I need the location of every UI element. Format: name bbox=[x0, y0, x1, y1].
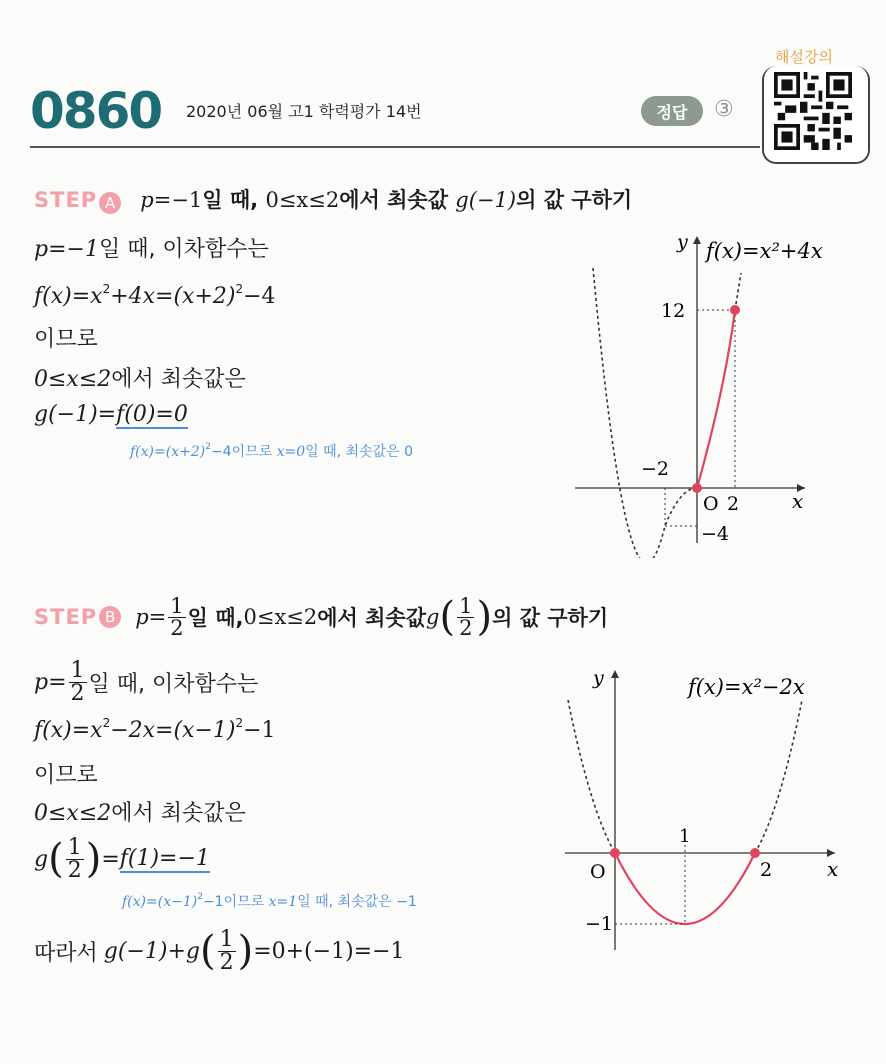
header-divider bbox=[30, 146, 760, 148]
step-b-note-e: 일 때, 최솟값은 −1 bbox=[297, 894, 417, 910]
step-b-l2-b: −2x=(x−1) bbox=[110, 718, 236, 743]
step-b-l1-text: 일 때, 이차함수는 bbox=[88, 672, 259, 697]
step-b-note-d: x=1 bbox=[268, 894, 298, 910]
graph-b-tick-neg1: −1 bbox=[585, 913, 614, 935]
graph-b-point-origin bbox=[610, 848, 620, 858]
step-b-final-line: 따라서 g(−1)+g ( $\frac{1}{2}$ ) =0+(−1)=−1 bbox=[34, 926, 405, 975]
step-a-line-2: $f(x)=x^2+4x=(x+2)^2-4$ bbox=[34, 282, 276, 309]
step-b-l2-c: −1 bbox=[243, 718, 276, 743]
step-b-title-frac-den: 2 bbox=[170, 615, 184, 640]
step-a-letter: A bbox=[99, 192, 121, 214]
step-b-l1-frac-den: 2 bbox=[70, 681, 85, 706]
step-b-badge: STEP bbox=[34, 605, 98, 629]
graph-b-curve-solid bbox=[615, 853, 755, 924]
graph-b-y-label: y bbox=[593, 667, 604, 689]
step-b-l1-frac-num: 1 bbox=[70, 658, 85, 683]
step-b-title-end: 의 값 구하기 bbox=[492, 606, 609, 630]
step-a-title-end: 의 값 구하기 bbox=[516, 188, 633, 212]
step-a-note: $f(x)=(x+2)^2-4$이므로 x=0일 때, 최솟값은 0 bbox=[130, 442, 414, 460]
step-a-title-range: 0≤x≤2 bbox=[265, 188, 340, 212]
step-a-note-a: f(x)=(x+2) bbox=[130, 444, 206, 460]
graph-a-point-max bbox=[730, 305, 740, 315]
step-a-l1-math: p=−1 bbox=[34, 237, 99, 262]
graph-b bbox=[560, 660, 860, 960]
step-b-title-post: 에서 최솟값 bbox=[317, 606, 427, 630]
step-b-l5-g: g bbox=[34, 846, 49, 872]
step-a-l5-a: g(−1)= bbox=[34, 402, 117, 427]
step-a-l1-text: 일 때, 이차함수는 bbox=[98, 237, 269, 262]
graph-a-x-label: x bbox=[792, 489, 804, 513]
step-a-title-p: p bbox=[140, 188, 154, 212]
graph-a-y-label: y bbox=[677, 231, 688, 253]
step-b-l5-eq: = bbox=[101, 846, 120, 872]
answer-badge: 정답 bbox=[641, 96, 703, 126]
step-a-note-b: −4 bbox=[210, 444, 232, 460]
step-a-l4-text: 에서 최솟값은 bbox=[111, 367, 246, 392]
step-b-l4-math: 0≤x≤2 bbox=[34, 801, 112, 826]
step-a-title-g: g(−1) bbox=[455, 188, 517, 212]
step-a-line-3: 이므로 bbox=[34, 327, 98, 352]
step-b-note-c: 이므로 bbox=[223, 894, 269, 910]
step-b-title-p: p bbox=[135, 605, 149, 629]
graph-b-x-label: x bbox=[827, 857, 839, 881]
graph-b-point-2 bbox=[750, 848, 760, 858]
step-a-line-1 bbox=[34, 232, 269, 263]
graph-a-curve-dashed-right bbox=[735, 273, 741, 310]
graph-a-tick-neg4: −4 bbox=[701, 523, 730, 545]
step-b-final-frac-num: 1 bbox=[219, 926, 234, 952]
graph-a bbox=[565, 228, 865, 558]
step-b-line-3: 이므로 bbox=[34, 763, 98, 788]
step-b-l1-math: p= bbox=[34, 670, 67, 695]
graph-b-x-arrow bbox=[827, 849, 835, 857]
step-b-l5-frac-num: 1 bbox=[67, 834, 82, 860]
graph-a-curve-solid bbox=[697, 310, 735, 488]
step-a-title-post: 에서 최솟값 bbox=[339, 188, 456, 212]
step-b-title-g-frac-den: 2 bbox=[459, 615, 473, 640]
step-a-l5-b: f(0)=0 bbox=[116, 402, 188, 427]
graph-b-y-arrow bbox=[611, 670, 619, 678]
graph-a-tick-neg2: −2 bbox=[641, 458, 670, 480]
step-a-l2-c: −4 bbox=[243, 284, 276, 309]
graph-a-tick-2: 2 bbox=[727, 493, 740, 515]
step-a-note-c: 이므로 bbox=[231, 444, 277, 460]
step-b-title-eq: = bbox=[148, 605, 167, 629]
graph-a-func-label: f(x)=x²+4x bbox=[706, 239, 823, 263]
step-a-l2-b: +4x=(x+2) bbox=[110, 284, 236, 309]
step-b-final-frac-den: 2 bbox=[219, 949, 234, 975]
answer-value: ③ bbox=[714, 97, 734, 122]
graph-b-curve-dashed-right bbox=[755, 700, 802, 853]
step-a-heading bbox=[34, 184, 632, 214]
graph-b-tick-2: 2 bbox=[760, 859, 773, 881]
step-b-title-frac-num: 1 bbox=[170, 593, 184, 618]
step-b-note-b: −1 bbox=[202, 894, 224, 910]
step-b-line-2: $f(x)=x^2-2x=(x-1)^2-1$ bbox=[34, 716, 276, 743]
step-a-note-e: 일 때, 최솟값은 0 bbox=[305, 444, 414, 460]
step-b-final-b: =0+(−1)=−1 bbox=[253, 938, 405, 964]
step-b-line-4 bbox=[34, 796, 246, 827]
graph-b-origin-label: O bbox=[590, 861, 606, 883]
step-b-l5-frac-den: 2 bbox=[67, 857, 82, 883]
problem-source: 2020년 06월 고1 학력평가 14번 bbox=[186, 102, 422, 121]
step-a-line-5 bbox=[34, 402, 188, 427]
step-a-l4-math: 0≤x≤2 bbox=[34, 367, 112, 392]
step-a-badge: STEP bbox=[34, 188, 98, 212]
qr-code-icon[interactable] bbox=[773, 72, 853, 150]
step-b-line-5: g ( $\frac{1}{2}$ ) = f(1)=−1 bbox=[34, 834, 210, 883]
lecture-label[interactable]: 해설강의 bbox=[775, 48, 833, 66]
step-b-l5-c: f(1)=−1 bbox=[119, 845, 210, 871]
step-b-title-mid: 일 때, bbox=[187, 606, 244, 630]
step-b-note-a: f(x)=(x−1) bbox=[122, 894, 198, 910]
step-a-l2-a: f(x)=x bbox=[34, 284, 103, 309]
step-a-title-eq: =−1 bbox=[153, 188, 203, 212]
step-b-line-1 bbox=[34, 660, 258, 705]
step-b-title-range: 0≤x≤2 bbox=[243, 605, 318, 629]
step-a-line-4 bbox=[34, 362, 246, 393]
graph-b-curve-dashed-left bbox=[568, 700, 615, 853]
step-b-l4-text: 에서 최솟값은 bbox=[111, 801, 246, 826]
graph-a-tick-12: 12 bbox=[661, 300, 686, 322]
step-b-l2-a: f(x)=x bbox=[34, 718, 103, 743]
step-a-note-d: x=0 bbox=[276, 444, 306, 460]
graph-b-func-label: f(x)=x²−2x bbox=[688, 675, 805, 699]
step-b-title-g-frac-num: 1 bbox=[459, 593, 473, 618]
graph-a-y-arrow bbox=[693, 236, 701, 244]
step-b-final-a: g(−1)+g bbox=[103, 938, 200, 964]
problem-number: 0860 bbox=[30, 82, 162, 140]
step-b-final-text: 따라서 bbox=[34, 940, 98, 966]
step-b-heading: STEP B p = $\frac{1}{2}$ 일 때, 0≤x≤2 에서 최솟값 g ( $\frac{1}{2}$ ) 의 값 구하기 bbox=[34, 593, 609, 640]
step-b-note: $f(x)=(x-1)^2-1$이므로 x=1일 때, 최솟값은 −1 bbox=[122, 892, 417, 910]
step-b-title-g: g bbox=[426, 605, 440, 629]
step-a-title-mid: 일 때, bbox=[202, 188, 266, 212]
graph-a-origin-label: O bbox=[703, 493, 719, 515]
step-b-letter: B bbox=[99, 606, 121, 628]
graph-a-point-origin bbox=[692, 483, 702, 493]
graph-b-tick-1: 1 bbox=[679, 826, 691, 847]
